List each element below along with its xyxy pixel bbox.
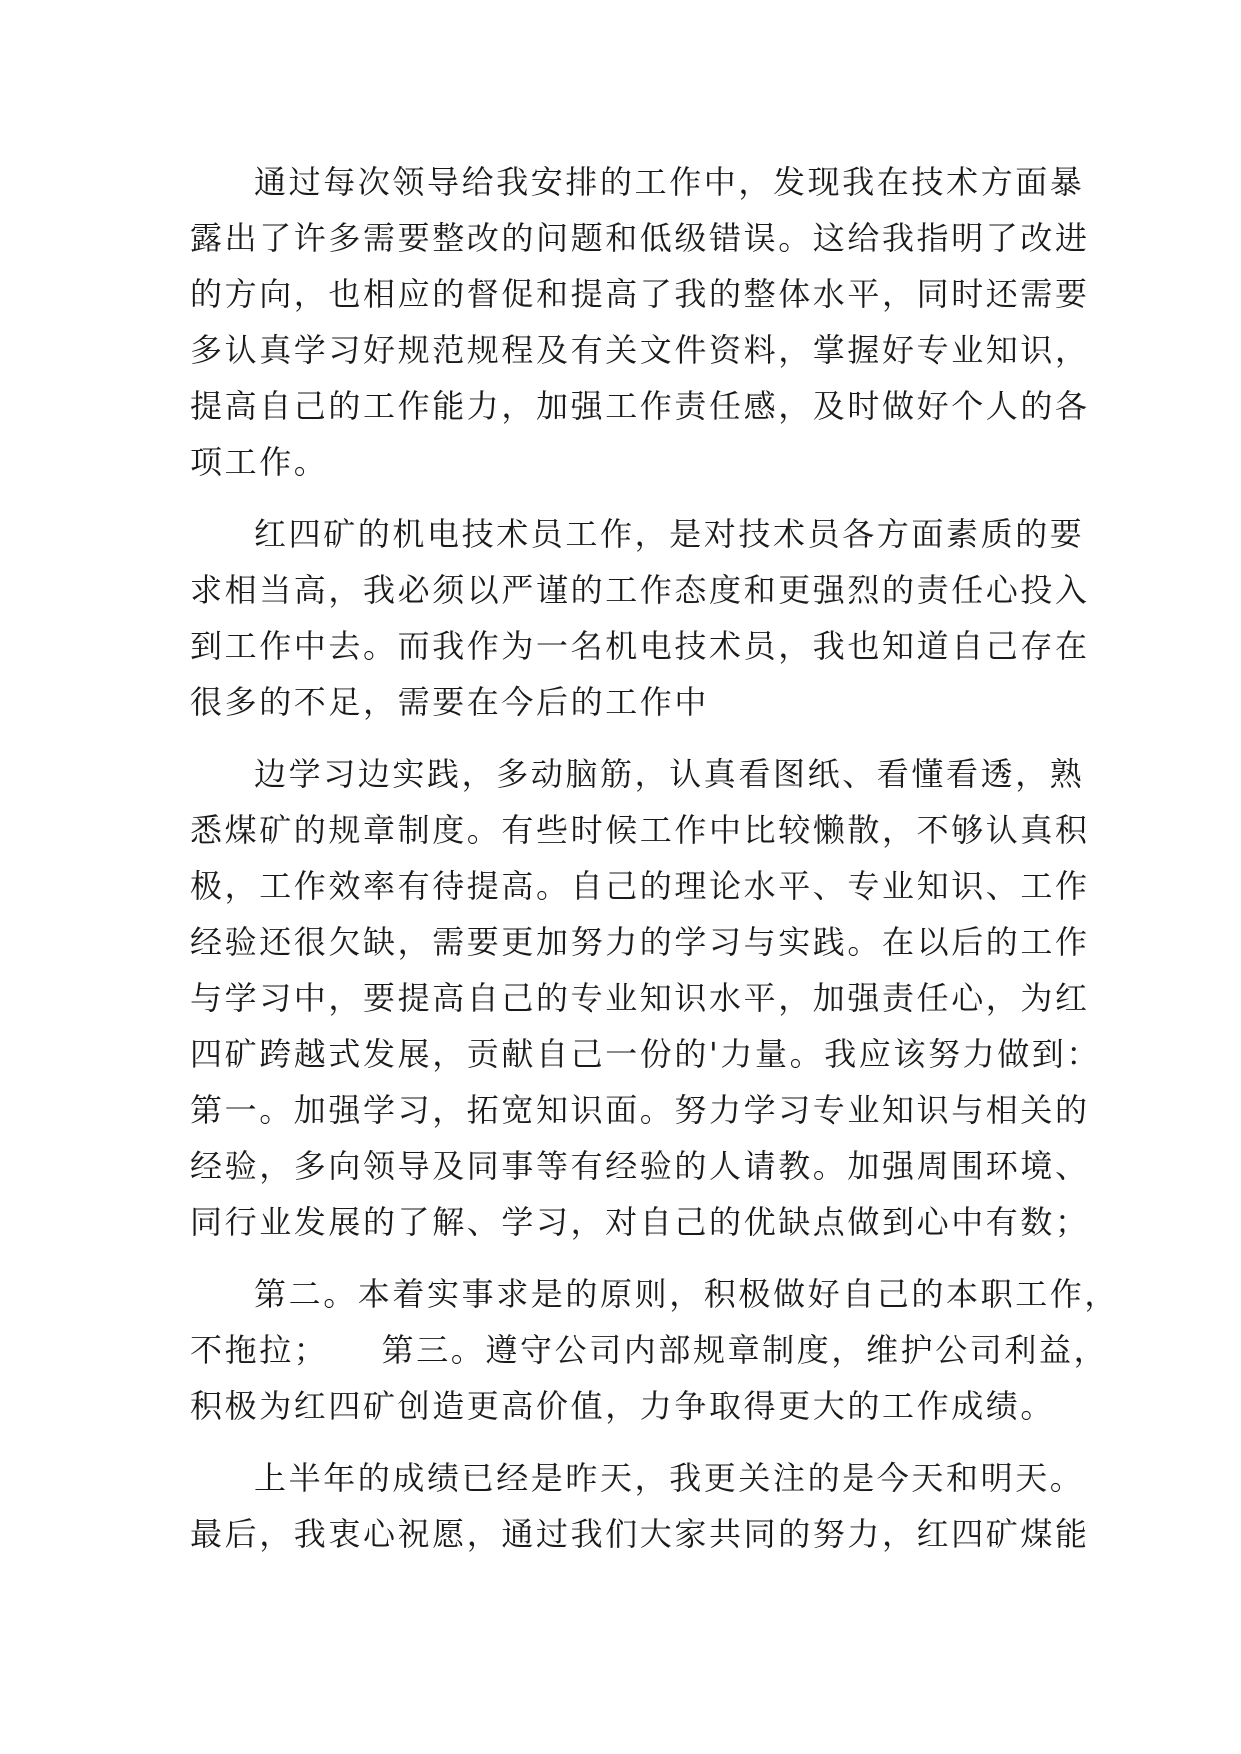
paragraph-1-line-5: 提高自己的工作能力，加强工作责任感，及时做好个人的各 — [190, 387, 1090, 425]
paragraph-3-line-5: 与学习中，要提高自己的专业知识水平，加强责任心，为红 — [190, 979, 1090, 1017]
paragraph-4-line-3: 积极为红四矿创造更高价值，力争取得更大的工作成绩。 — [190, 1387, 1056, 1425]
paragraph-2-line-4: 很多的不足，需要在今后的工作中 — [190, 683, 710, 721]
paragraph-1-line-2: 露出了许多需要整改的问题和低级错误。这给我指明了改进 — [190, 219, 1090, 257]
paragraph-4-line-1: 第二。本着实事求是的原则，积极做好自己的本职工作， — [254, 1275, 1120, 1313]
paragraph-3-line-8: 经验，多向领导及同事等有经验的人请教。加强周围环境、 — [190, 1147, 1090, 1185]
paragraph-1-line-1: 通过每次领导给我安排的工作中，发现我在技术方面暴 — [254, 163, 1085, 201]
paragraph-3-line-2: 悉煤矿的规章制度。有些时候工作中比较懒散，不够认真积 — [190, 811, 1090, 849]
paragraph-2-line-1: 红四矿的机电技术员工作，是对技术员各方面素质的要 — [254, 515, 1085, 553]
paragraph-3-line-4: 经验还很欠缺，需要更加努力的学习与实践。在以后的工作 — [190, 923, 1090, 961]
paragraph-1-line-6: 项工作。 — [190, 443, 329, 481]
paragraph-5-line-2: 最后，我衷心祝愿，通过我们大家共同的努力，红四矿煤能 — [190, 1515, 1090, 1553]
paragraph-1-line-4: 多认真学习好规范规程及有关文件资料，掌握好专业知识， — [190, 331, 1090, 369]
paragraph-3-line-9: 同行业发展的了解、学习，对自己的优缺点做到心中有数； — [190, 1203, 1090, 1241]
paragraph-2-line-3: 到工作中去。而我作为一名机电技术员，我也知道自己存在 — [190, 627, 1090, 665]
paragraph-3-line-3: 极，工作效率有待提高。自己的理论水平、专业知识、工作 — [190, 867, 1090, 905]
paragraph-4-line-2: 不拖拉； 第三。遵守公司内部规章制度，维护公司利益， — [190, 1331, 1109, 1369]
paragraph-2-line-2: 求相当高，我必须以严谨的工作态度和更强烈的责任心投入 — [190, 571, 1090, 609]
paragraph-3-line-1: 边学习边实践，多动脑筋，认真看图纸、看懂看透，熟 — [254, 755, 1085, 793]
paragraph-3-line-6: 四矿跨越式发展，贡献自己一份的'力量。我应该努力做到： — [190, 1035, 1101, 1073]
paragraph-5-line-1: 上半年的成绩已经是昨天，我更关注的是今天和明天。 — [254, 1459, 1085, 1497]
paragraph-3-line-7: 第一。加强学习，拓宽知识面。努力学习专业知识与相关的 — [190, 1091, 1090, 1129]
paragraph-1-line-3: 的方向，也相应的督促和提高了我的整体水平，同时还需要 — [190, 275, 1090, 313]
